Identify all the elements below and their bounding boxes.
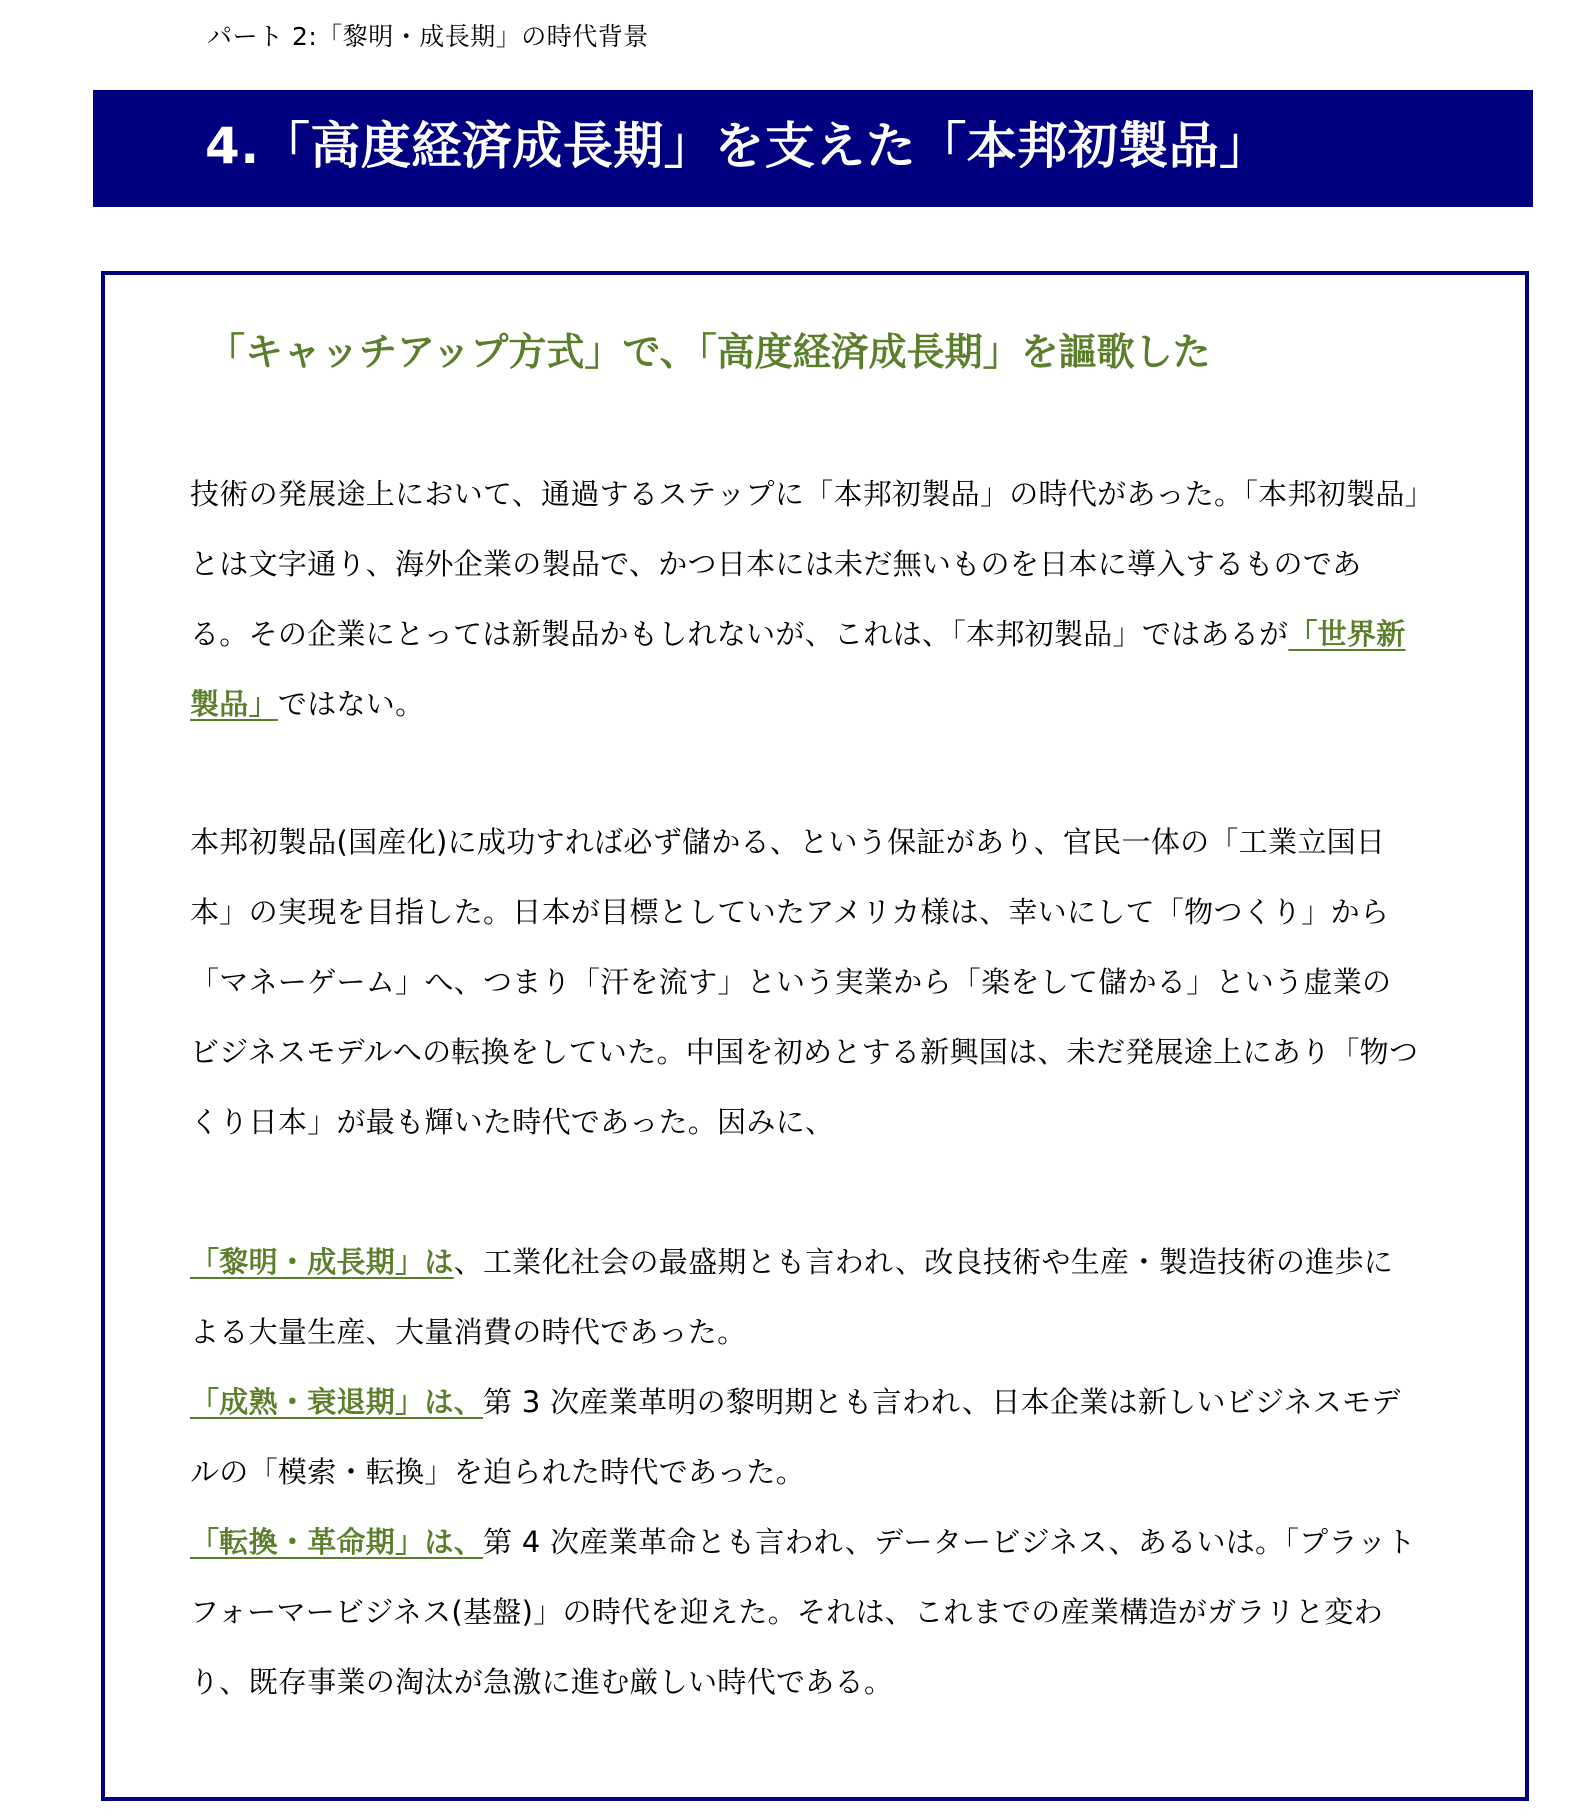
era-item-maturity-decline [190,1367,1420,1507]
era-label: 「転換・革命期」は、 [190,1525,484,1559]
era-text: 第 3 次産業革明の黎明期とも言われ、日本企業は新しいビジネスモデルの「模索・転換」を迫られた時代であった。 [190,1385,1401,1489]
era-item-dawn-growth [190,1227,1420,1367]
era-list [190,1227,1420,1717]
section-subtitle: 「キャッチアップ方式」で、「高度経済成長期」を謳歌した [207,330,1211,374]
era-text: 第 4 次産業革命とも言われ、データービジネス、あるいは。「プラットフォーマービジネス(基盤)」の時代を迎えた。それは、これまでの産業構造がガラリと変わり、既存事業の淘汰が急激に進む厳しい時代である。 [190,1525,1416,1699]
paragraph-intro-text-after: ではない。 [277,687,425,721]
era-text: 、工業化社会の最盛期とも言われ、改良技術や生産・製造技術の進歩による大量生産、大量消費の時代であった。 [190,1245,1394,1349]
era-label: 「成熟・衰退期」は、 [190,1385,484,1419]
era-label: 「黎明・成長期」は [190,1245,454,1279]
emphasis-world-new-product: 「世界新製品」 [190,617,1406,721]
paragraph-history: 本邦初製品(国産化)に成功すれば必ず儲かる、という保証があり、官民一体の「工業立国日本」の実現を目指した。日本が目標としていたアメリカ様は、幸いにして「物つくり」から「マネーゲーム」へ、つまり「汗を流す」という実業から「楽をして儲かる」という虚業のビジネスモデルへの転換をしていた。中国を初めとする新興国は、未だ発展途上にあり「物つくり日本」が最も輝いた時代であった。因みに、 [190,825,1419,1139]
era-item-transformation-revolution [190,1507,1420,1717]
paragraph-intro [190,459,1420,739]
content-box [101,271,1529,1801]
paragraph-intro-text-before: 技術の発展途上において、通過するステップに「本邦初製品」の時代があった。「本邦初製品」とは文字通り、海外企業の製品で、かつ日本には未だ無いものを日本に導入するものである。その企業にとっては新製品かもしれないが、これは、「本邦初製品」ではあるが [190,477,1420,651]
page-title: 4.「高度経済成長期」を支えた「本邦初製品」 [205,117,1270,175]
title-bar [93,90,1533,207]
header-note: パート 2:「黎明・成長期」の時代背景 [207,22,649,51]
